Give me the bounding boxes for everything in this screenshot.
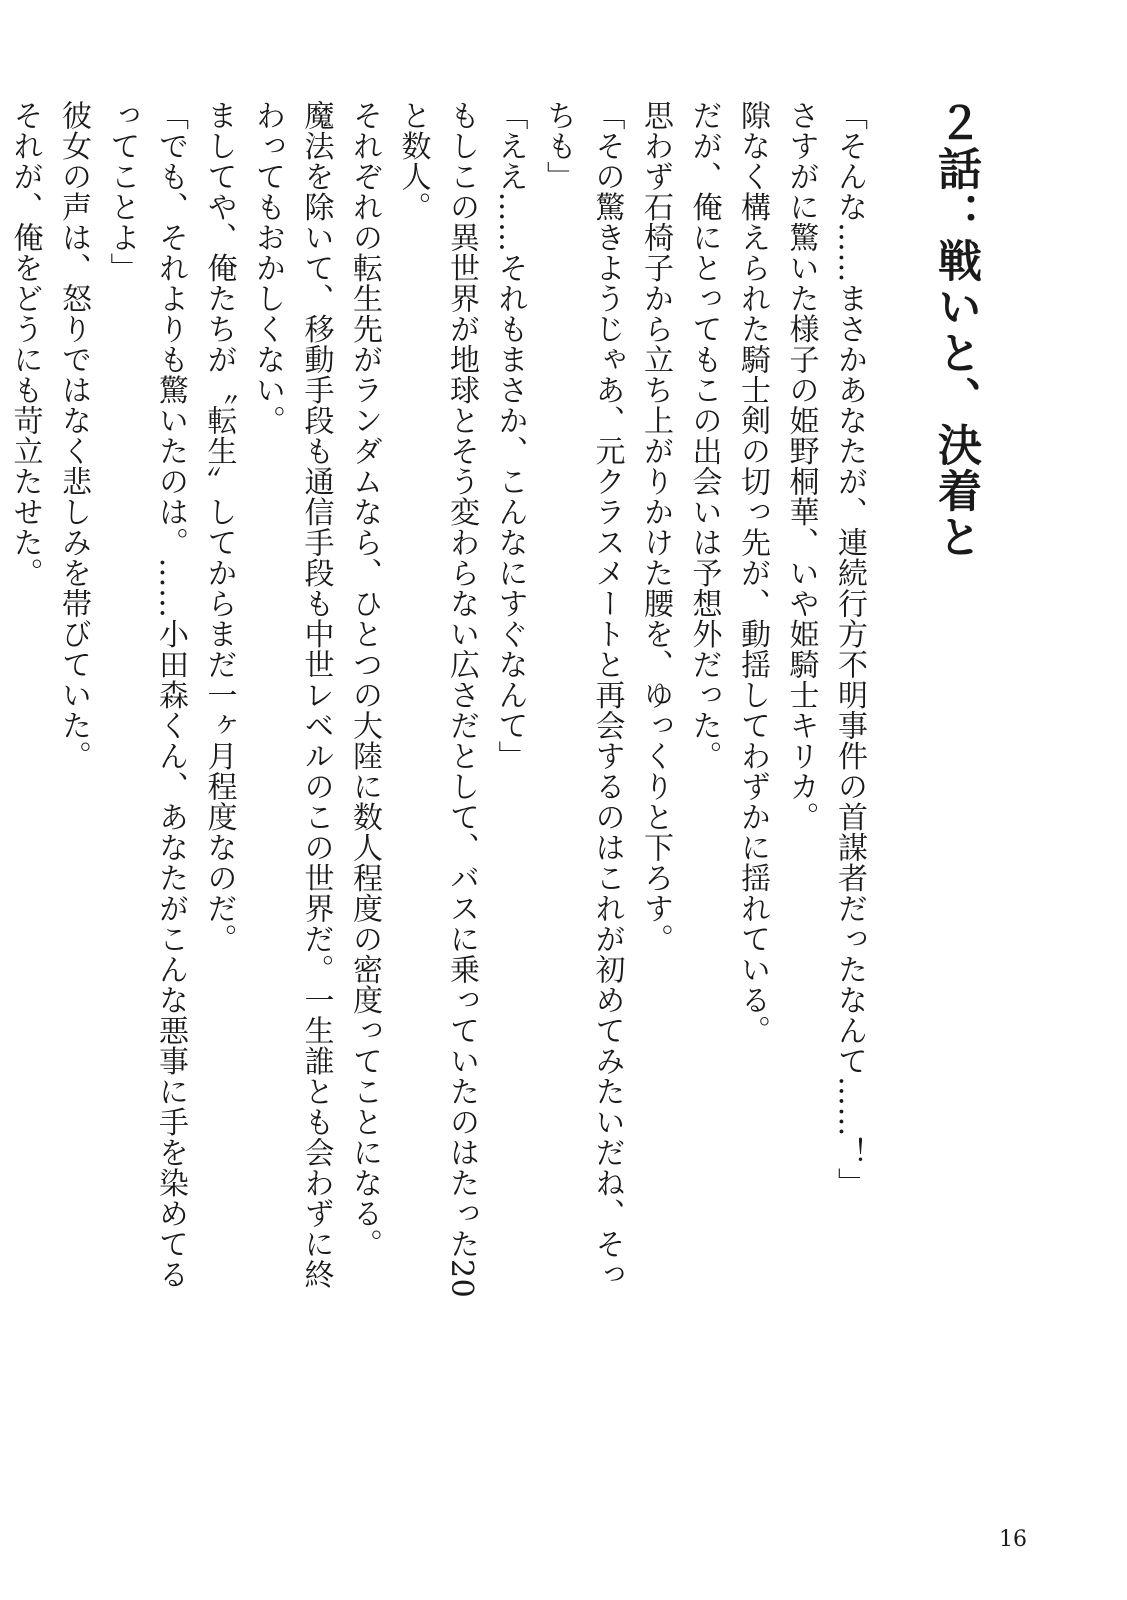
chapter-title: ２話：戦いと、決着と — [930, 100, 981, 560]
paragraph: 「ええ……それもまさか、こんなにすぐなんて」 — [492, 100, 528, 771]
paragraph: それぞれの転生先がランダムなら、ひとつの大陸に数人程度の密度ってことになる。 — [347, 100, 382, 1259]
paragraph: 「でも、それよりも驚いたのは。……小田森くん、あなたがこんな悪事に手を染めてるってことよ」 — [104, 100, 188, 1290]
paragraph: それが、俺をどうにも苛立たせた。 — [7, 100, 43, 588]
page-number: 16 — [999, 1527, 1027, 1552]
paragraph: 「その驚きようじゃあ、元クラスメートと再会するのはこれが初めてみたいだね、そっちも」 — [541, 100, 625, 1290]
paragraph: 彼女の声は、怒りではなく悲しみを帯びていた。 — [56, 100, 91, 771]
paragraph: 魔法を除いて、移動手段も通信手段も中世レベルのこの世界だ。一生誰とも会わずに終わってもおかしくない。 — [250, 100, 334, 1290]
paragraph: 隙なく構えられた騎士剣の切っ先が、動揺してわずかに揺れている。 — [735, 100, 770, 1046]
paragraph: さすがに驚いた様子の姫野桐華、いや姫騎士キリカ。 — [783, 100, 819, 832]
paragraph: ましてや、俺たちが〝転生〟してからまだ一ヶ月程度なのだ。 — [201, 100, 237, 954]
paragraph: だが、俺にとってもこの出会いは予想外だった。 — [686, 100, 722, 771]
paragraph: 思わず石椅子から立ち上がりかけた腰を、ゆっくりと下ろす。 — [638, 100, 673, 954]
paragraph: 「そんな……まさかあなたが、連続行方不明事件の首謀者だったなんて……！」 — [832, 100, 867, 1198]
vertical-text-block — [0, 100, 981, 1300]
paragraph: もしこの異世界が地球とそう変わらない広さだとして、バスに乗っていたのはたった20と数人。 — [395, 100, 479, 1299]
